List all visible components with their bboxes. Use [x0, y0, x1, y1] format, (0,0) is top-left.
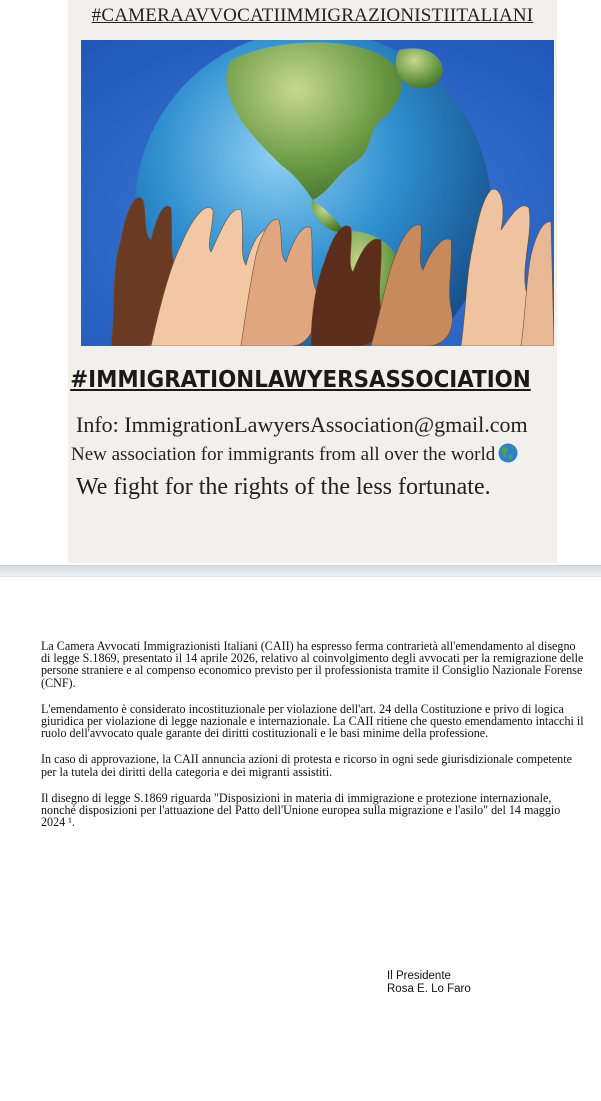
signature-title: Il Presidente: [387, 970, 451, 982]
hashtag-main: #IMMIGRATIONLAWYERSASSOCIATION: [70, 367, 531, 393]
document-body: [41, 640, 586, 842]
paragraph-3: In caso di approvazione, la CAII annuncia azioni di protesta e ricorso in ogni sede giurisdizionale competente per la tutela dei diritti della categoria e dei migranti assistiti.: [41, 752, 572, 779]
tagline: We fight for the rights of the less fortunate.: [76, 474, 491, 500]
globe-americas-icon: [498, 443, 518, 469]
info-description-line: [71, 443, 518, 469]
paragraph-4: Il disegno di legge S.1869 riguarda "Disposizioni in materia di immigrazione e protezione internazionale, nonché disposizioni per l'attuazione del Patto dell'Unione europea sulla migrazione e l'asilo" del 14 maggio 2024 ¹.: [41, 790, 561, 830]
info-description: New association for immigrants from all over the world: [71, 444, 496, 465]
page-divider: [0, 565, 601, 577]
info-email: Info: ImmigrationLawyersAssociation@gmail.com: [76, 412, 528, 437]
signature-name: Rosa E. Lo Faro: [387, 982, 471, 995]
signature-block: [387, 970, 471, 995]
paragraph-1: La Camera Avvocati Immigrazionisti Italiani (CAII) ha espresso ferma contrarietà all'emendamento al disegno di legge S.1869, presentato il 14 aprile 2026, relativo al coinvolgimento degli avvocati per la remigrazione delle persone straniere e al compenso economico previsto per il professionista tramite il Consiglio Nazionale Forense (CNF).: [41, 639, 584, 690]
hashtag-top: #CAMERAAVVOCATIIMMIGRAZIONISTIITALIANI: [91, 5, 534, 26]
paragraph-2: L'emendamento è considerato incostituzionale per violazione dell'art. 24 della Costituzione e privo di logica giuridica per violazione di legge nazionale e internazionale. La CAII ritiene che questo emendamento intacchi il ruolo dell'avvocato quale garante dei diritti costituzionali e le basi minime della professione.: [41, 701, 584, 741]
globe-hands-image: [81, 40, 554, 346]
